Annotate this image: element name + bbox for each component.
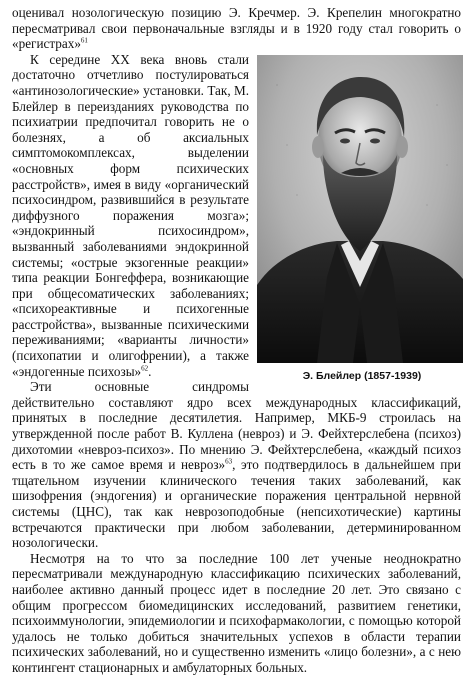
- portrait-figure: [257, 55, 463, 383]
- paragraph-4: Несмотря на то что за последние 100 лет ученые неоднократно пересматривали международную классификацию психических заболеваний, наиболее активно данный процесс идет в последние 20 лет. Это связано с общим прогрессом биомедицинских исследований, развитием генетики, психоиммунологии, эпидемиологии и психофармакологии, с помощью которой удалось не только добиться значительных успехов в области терапии психических заболеваний, но и существенно изменить «лицо болезни», а с нею контингент стационарных и амбулаторных больных.: [12, 550, 461, 675]
- footnote-ref-63: 63: [225, 457, 233, 466]
- portrait-caption: Э. Блейлер (1857-1939): [302, 369, 422, 382]
- paragraph-1: оценивал нозологическую позицию Э. Кречмер. Э. Крепелин многократно пересматривал свои первоначальные взгляды и в 1920 году стал говорить о «регистрах»$^{61}$: [12, 5, 461, 52]
- paragraph-3: Эти основные синдромы действительно составляют ядро всех международных классификаций, принятых в последние десятилетия. Например, МКБ-9 строилась на утвержденной после работ В. Куллена (невроз) и Э. Фейхтерслебена (психоз) дихотомии «невроз-психоз». По мнению Э. Фейхтерслебена, «каждый психоз есть в то же самое время и невроз»$^{63}$, это подтвердилось в дальнейшем при тщательном изучении клинического течения таких заболеваний, как шизофрения (эндогения) и органические поражения центральной нервной системы (ЦНС), так как неврозоподобные (непсихотические) картины встречаются практически при любом заболевании, детерминированном нозологически.: [12, 379, 461, 551]
- footnote-ref-61: 61: [80, 36, 88, 45]
- footnote-ref-62: 62: [141, 364, 149, 373]
- book-page: [12, 0, 461, 676]
- portrait-photo: [257, 55, 463, 363]
- paragraph-2: К середине XX века вновь стали достаточно отчетливо постулироваться «антинозологические» установки. Так, М. Блейлер в переизданиях руководства по психиатрии предпочитал говорить не о болезнях, а об аксиальных симптомокомплексах, выделении «основных форм психических расстройств», имея в виду «органический психосиндром, развившийся в результате диффузного поражения мозга»; «эндокринный психосиндром», вызванный заболеваниями эндокринной системы; «острые экзогенные реакции» типа реакции Бонгеффера, возникающие при общесоматических заболеваниях; «психореактивные и психогенные расстройства», вызванные психическими переживаниями; «варианты личности» (психопатии и олигофрении), а также «эндогенные психозы»$^{62}$.: [12, 51, 249, 379]
